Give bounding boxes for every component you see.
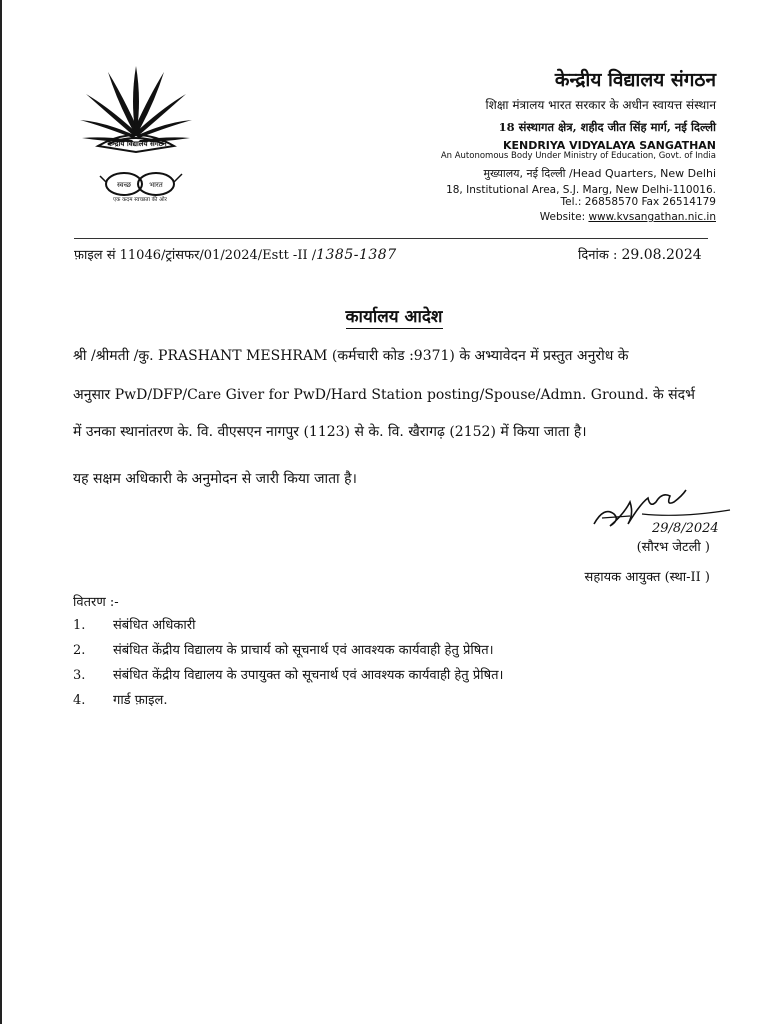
page-edge-rule: [0, 0, 2, 1024]
page-title: कार्यालय आदेश: [345, 307, 443, 327]
handwritten-sign-date: 29/8/2024: [652, 521, 719, 536]
file-number: फ़ाइल सं 11046/ट्रांसफर/01/2024/Estt -II /: [74, 248, 317, 263]
org-subtitle-english: An Autonomous Body Under Ministry of Education, Govt. of India: [440, 151, 716, 161]
order-date: [578, 245, 702, 263]
svg-text:भारत: भारत: [149, 181, 163, 189]
list-item: 1. संबंधित अधिकारी: [73, 618, 196, 633]
org-subtitle-hindi: शिक्षा मंत्रालय भारत सरकार के अधीन स्वायत्त संस्थान: [485, 98, 716, 112]
list-item: 2. संबंधित केंद्रीय विद्यालय के प्राचार्य को सूचनार्थ एवं आवश्यक कार्यवाही हेतु प्रेषित।: [73, 643, 494, 658]
tel-fax: Tel.: 26858570 Fax 26514179: [560, 196, 716, 208]
svg-text:स्वच्छ: स्वच्छ: [116, 181, 132, 189]
list-item: 4. गार्ड फ़ाइल.: [73, 693, 168, 708]
body-line-3: में उनका स्थानांतरण के. वि. वीएसएन नागपुर (1123) से के. वि. खैरागढ़ (2152) में किया जाता है।: [73, 424, 587, 440]
website-line: [540, 212, 716, 223]
org-name-english: KENDRIYA VIDYALAYA SANGATHAN: [502, 139, 716, 152]
date-value: 29.08.2024: [621, 247, 702, 263]
list-item: 3. संबंधित केंद्रीय विद्यालय के उपायुक्त को सूचनार्थ एवं आवश्यक कार्यवाही हेतु प्रेषित।: [73, 668, 504, 683]
header-divider: [74, 238, 708, 239]
swachh-caption: एक कदम स्वच्छता की ओर: [113, 197, 167, 203]
signatory-designation: सहायक आयुक्त (स्था-II ): [584, 570, 710, 585]
website-label: Website:: [539, 211, 589, 223]
date-label: दिनांक :: [578, 248, 622, 263]
distribution-label: वितरण :-: [73, 595, 119, 610]
body-line-2: अनुसार PwD/DFP/Care Giver for PwD/Hard Station posting/Spouse/Admn. Ground. के संदर्भ: [73, 387, 695, 403]
file-reference: [74, 245, 397, 263]
logo-caption: केन्द्रीय विद्यालय संगठन: [107, 139, 167, 148]
approval-line: यह सक्षम अधिकारी के अनुमोदन से जारी किया जाता है।: [73, 471, 357, 487]
website-link[interactable]: www.kvsangathan.nic.in: [588, 211, 716, 223]
hq-line: मुख्यालय, नई दिल्ली /Head Quarters, New Delhi: [483, 167, 716, 180]
org-address-hindi: 18 संस्थागत क्षेत्र, शहीद जीत सिंह मार्ग, नई दिल्ली: [498, 120, 716, 134]
body-line-1: श्री /श्रीमती /कु. PRASHANT MESHRAM (कर्मचारी कोड :9371) के अभ्यावेदन में प्रस्तुत अनुरोध के: [73, 348, 629, 364]
org-name-hindi: केन्द्रीय विद्यालय संगठन: [554, 69, 716, 91]
handwritten-signature: [590, 484, 740, 544]
handwritten-dispatch-number: 1385-1387: [316, 247, 397, 263]
address-english: 18, Institutional Area, S.J. Marg, New Delhi-110016.: [446, 184, 716, 196]
signatory-name: (सौरभ जेटली ): [636, 540, 710, 555]
